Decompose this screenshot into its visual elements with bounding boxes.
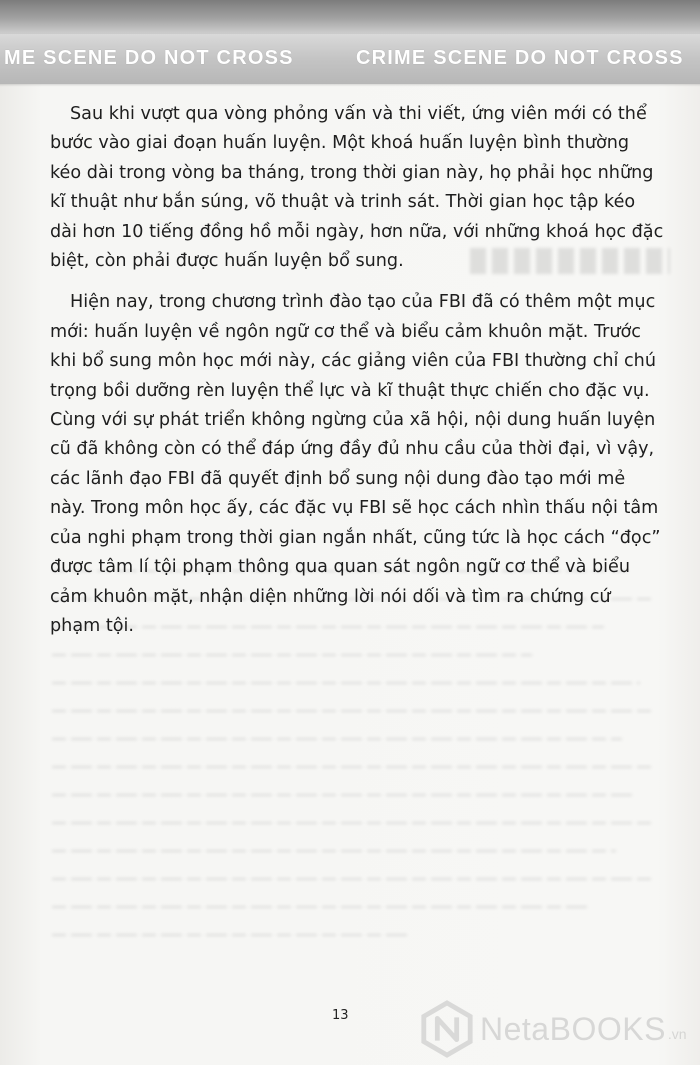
tape-text-right: CRIME SCENE DO NOT CROSS	[356, 47, 684, 69]
paragraph: Sau khi vượt qua vòng phỏng vấn và thi viết, ứng viên mới có thể bước vào giai đoạn huấn luyện. Một khoá huấn luyện bình thường kéo dài trong vòng ba tháng, trong thời gian này, họ phải học những kĩ thuật như bắn súng, võ thuật và trinh sát. Thời gian học tập kéo dài hơn 10 tiếng đồng hồ mỗi ngày, hơn nữa, với những khoá học đặc biệt, còn phải được huấn luyện bổ sung.	[50, 104, 664, 272]
body-text	[50, 100, 664, 641]
watermark-brand: NetaBOOKS	[480, 1010, 666, 1047]
top-photo-strip	[0, 0, 700, 34]
tape-text-left: ME SCENE DO NOT CROSS	[4, 47, 294, 69]
page-number: 13	[332, 1008, 349, 1023]
watermark	[418, 998, 698, 1060]
paragraph: Hiện nay, trong chương trình đào tạo của FBI đã có thêm một mục mới: huấn luyện về ngôn ngữ cơ thể và biểu cảm khuôn mặt. Trước khi bổ sung môn học mới này, các giảng viên của FBI thường chỉ chú trọng bồi dưỡng rèn luyện thể lực và kĩ thuật thực chiến cho đặc vụ. Cùng với sự phát triển không ngừng của xã hội, nội dung huấn luyện cũ đã không còn có thể đáp ứng đầy đủ nhu cầu của thời đại, vì vậy, các lãnh đạo FBI đã quyết định bổ sung nội dung đào tạo mới mẻ này. Trong môn học ấy, các đặc vụ FBI sẽ học cách nhìn thấu nội tâm của nghi phạm trong thời gian ngắn nhất, cũng tức là học cách “đọc” được tâm lí tội phạm thông qua quan sát ngôn ngữ cơ thể và biểu cảm khuôn mặt, nhận diện những lời nói dối và tìm ra chứng cứ phạm tội.	[50, 292, 661, 636]
watermark-suffix: .vn	[667, 1026, 687, 1042]
netabooks-logo-icon	[418, 1000, 476, 1058]
